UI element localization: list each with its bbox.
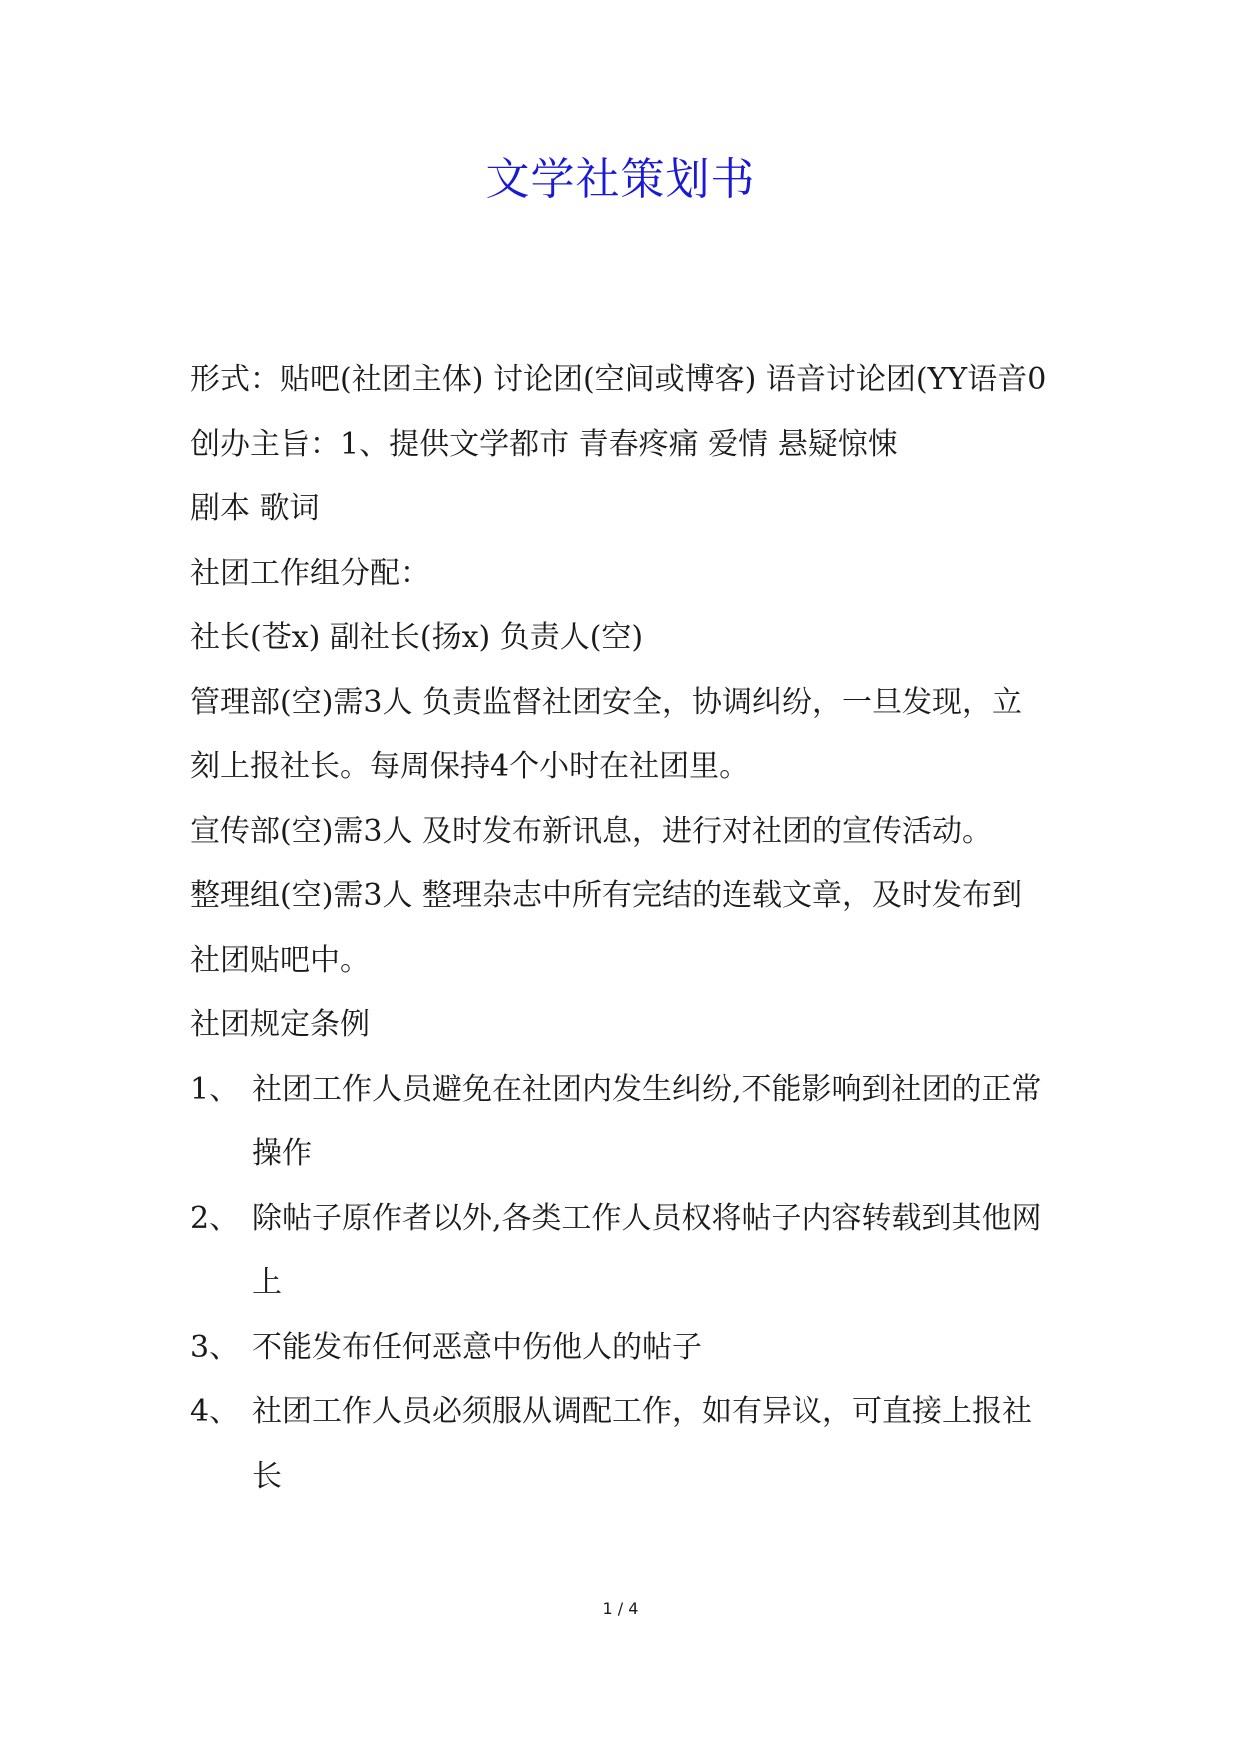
rule-text: 除帖子原作者以外,各类工作人员权将帖子内容转载到其他网上 [252,1200,1042,1300]
paragraph-management-dept: 管理部(空)需3人 负责监督社团安全，协调纠纷，一旦发现，立刻上报社长。每周保持4个小时在社团里。 [190,684,1023,784]
rule-item [190,1058,1050,1187]
paragraph-format: 形式：贴吧(社团主体) 讨论团(空间或博客) 语音讨论团(YY语音0 [190,362,1047,397]
paragraph-purpose: 创办主旨：1、提供文学都市 青春疼痛 爱情 悬疑惊悚 [190,426,898,462]
paragraph-editing-group: 整理组(空)需3人 整理杂志中所有完结的连载文章，及时发布到社团贴吧中。 [190,878,1023,978]
rule-number: 3、 [190,1329,240,1365]
document-title: 文学社策划书 [485,154,756,205]
rule-text: 社团工作人员避免在社团内发生纠纷,不能影响到社团的正常操作 [252,1071,1042,1171]
paragraph-work-groups-heading: 社团工作组分配： [190,555,430,591]
paragraph-publicity-dept: 宣传部(空)需3人 及时发布新讯息，进行对社团的宣传活动。 [190,813,993,849]
rule-number: 2、 [190,1200,240,1236]
rule-text: 不能发布任何恶意中伤他人的帖子 [252,1329,702,1365]
rule-number: 1、 [190,1071,240,1107]
rule-item [190,1316,1050,1381]
rule-number: 4、 [190,1394,240,1429]
document-body [190,348,1050,1509]
paragraph-leaders: 社长(苍x) 副社长(扬x) 负责人(空) [190,620,644,655]
paragraph-rules-heading: 社团规定条例 [190,1007,370,1042]
paragraph-genres: 剧本 歌词 [190,491,320,526]
page-number: 1 / 4 [602,1599,639,1618]
rule-item [190,1380,1050,1509]
rule-item [190,1187,1050,1316]
rule-text: 社团工作人员必须服从调配工作，如有异议，可直接上报社长 [252,1394,1032,1494]
